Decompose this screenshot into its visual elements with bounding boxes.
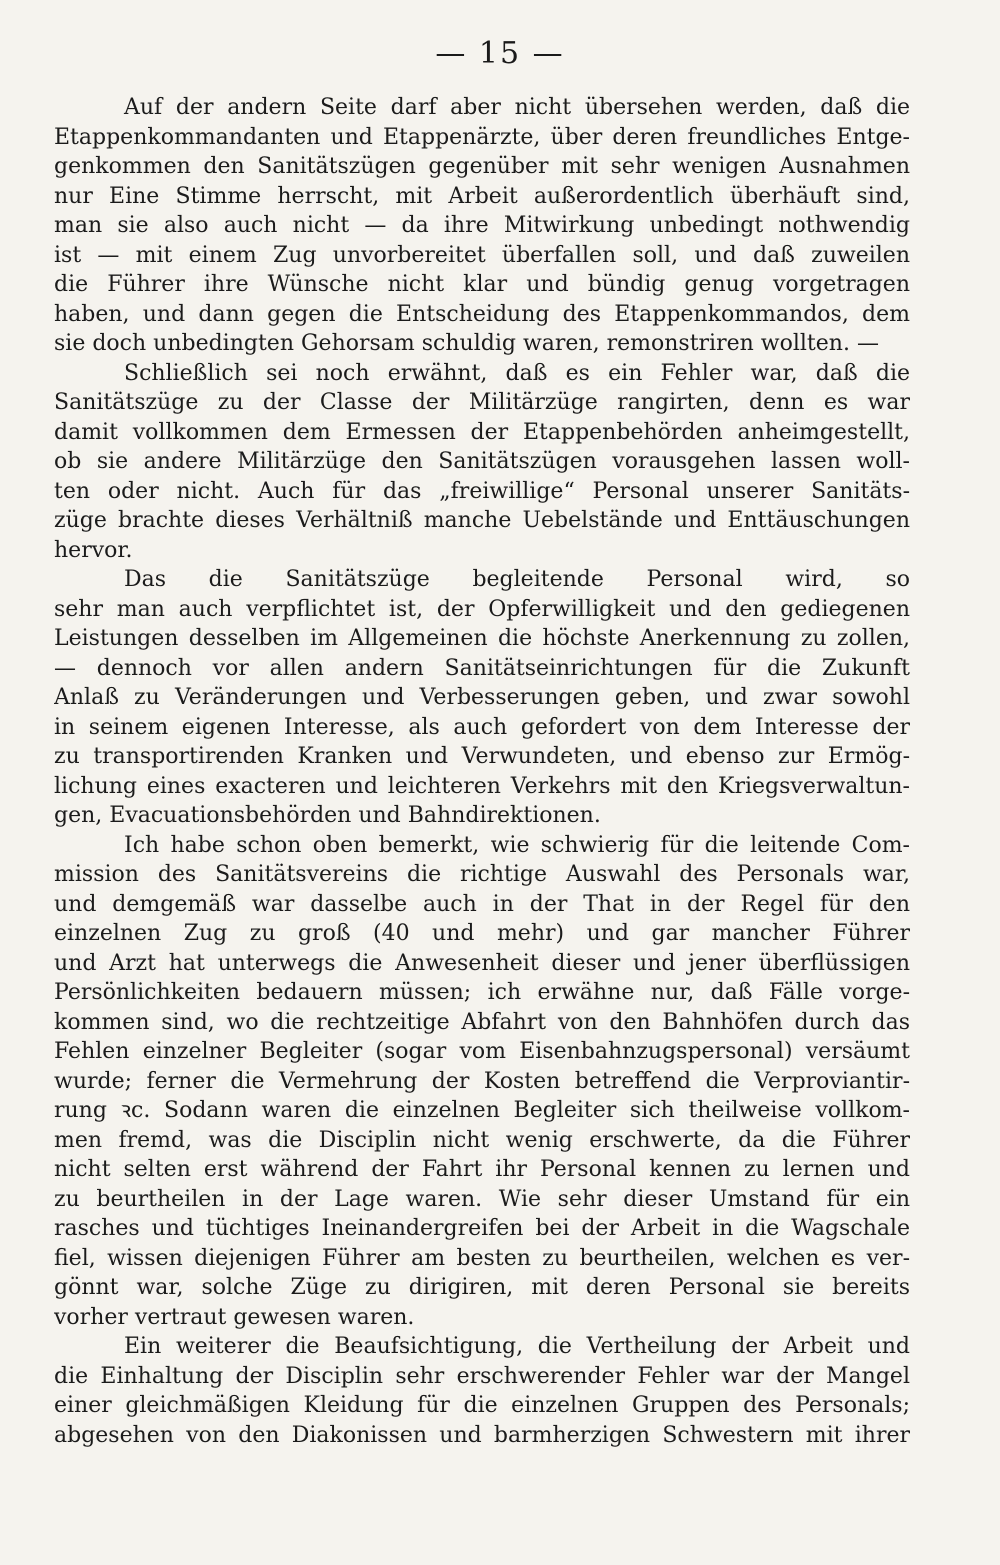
text-line: fiel, wissen diejenigen Führer am besten zu beurtheilen, welchen es ver-: [54, 1245, 910, 1271]
text-line: die Einhaltung der Disciplin sehr erschwerender Fehler war der Mangel: [54, 1363, 910, 1389]
text-line: damit vollkommen dem Ermessen der Etappenbehörden anheimgestellt,: [54, 419, 910, 445]
text-line: Ein weiterer die Beaufsichtigung, die Vertheilung der Arbeit und: [124, 1334, 910, 1359]
text-line: in seinem eigenen Interesse, als auch gefordert von dem Interesse der: [54, 714, 910, 740]
text-line: Anlaß zu Veränderungen und Verbesserungen geben, und zwar sowohl: [54, 685, 910, 710]
text-line: haben, und dann gegen die Entscheidung des Etappenkommandos, dem: [54, 301, 910, 327]
page-number: — 15 —: [435, 36, 565, 71]
text-line: sehr man auch verpflichtet ist, der Opferwilligkeit und den gediegenen: [54, 596, 910, 622]
text-line: Ich habe schon oben bemerkt, wie schwierig für die leitende Com-: [124, 832, 910, 858]
text-line: rasches und tüchtiges Ineinandergreifen bei der Arbeit in die Wagschale: [54, 1216, 910, 1241]
text-line: Auf der andern Seite darf aber nicht übersehen werden, daß die: [124, 95, 910, 120]
text-line: vorher vertraut gewesen waren.: [54, 1304, 415, 1330]
text-line: nicht selten erst während der Fahrt ihr Personal kennen zu lernen und: [54, 1157, 910, 1182]
text-line: einer gleichmäßigen Kleidung für die einzelnen Gruppen des Personals;: [54, 1393, 910, 1418]
text-line: gen, Evacuationsbehörden und Bahndirektionen.: [54, 803, 601, 828]
text-line: men fremd, was die Disciplin nicht wenig erschwerte, da die Führer: [54, 1127, 910, 1153]
text-line: — dennoch vor allen andern Sanitätseinrichtungen für die Zukunft: [54, 655, 910, 681]
text-line: rung ꝛc. Sodann waren die einzelnen Begleiter sich theilweise vollkom-: [54, 1098, 910, 1123]
text-line: ob sie andere Militärzüge den Sanitätszügen vorausgehen lassen woll-: [54, 449, 910, 474]
text-line: ten oder nicht. Auch für das „freiwillige“ Personal unserer Sanitäts-: [54, 478, 910, 504]
text-line: nur Eine Stimme herrscht, mit Arbeit außerordentlich überhäuft sind,: [54, 183, 910, 209]
text-line: hervor.: [54, 537, 133, 563]
text-line: Persönlichkeiten bedauern müssen; ich erwähne nur, daß Fälle vorge-: [54, 980, 910, 1005]
text-line: zu beurtheilen in der Lage waren. Wie sehr dieser Umstand für ein: [54, 1186, 910, 1212]
text-line: mission des Sanitätsvereins die richtige Auswahl des Personals war,: [54, 862, 910, 887]
text-line: abgesehen von den Diakonissen und barmherzigen Schwestern mit ihrer: [54, 1422, 910, 1448]
text-line: und Arzt hat unterwegs die Anwesenheit dieser und jener überflüssigen: [54, 950, 910, 976]
text-line: sie doch unbedingten Gehorsam schuldig waren, remonstriren wollten. —: [54, 331, 879, 356]
text-line: einzelnen Zug zu groß (40 und mehr) und gar mancher Führer: [54, 921, 910, 946]
text-line: lichung eines exacteren und leichteren Verkehrs mit den Kriegsverwaltun-: [54, 773, 910, 799]
text-line: kommen sind, wo die rechtzeitige Abfahrt von den Bahnhöfen durch das: [54, 1009, 910, 1035]
text-line: Fehlen einzelner Begleiter (sogar vom Eisenbahnzugspersonal) versäumt: [54, 1039, 910, 1064]
text-line: die Führer ihre Wünsche nicht klar und bündig genug vorgetragen: [54, 272, 910, 297]
text-line: Schließlich sei noch erwähnt, daß es ein Fehler war, daß die: [124, 360, 910, 386]
text-line: und demgemäß war dasselbe auch in der That in der Regel für den: [54, 891, 910, 917]
text-line: man sie also auch nicht — da ihre Mitwirkung unbedingt nothwendig: [54, 213, 910, 238]
text-line: zu transportirenden Kranken und Verwundeten, und ebenso zur Ermög-: [54, 744, 910, 769]
text-line: ist — mit einem Zug unvorbereitet überfallen soll, und daß zuweilen: [54, 242, 910, 268]
text-line: züge brachte dieses Verhältniß manche Uebelstände und Enttäuschungen: [54, 508, 910, 533]
text-line: Etappenkommandanten und Etappenärzte, über deren freundliches Entge-: [54, 124, 910, 150]
text-line: gönnt war, solche Züge zu dirigiren, mit deren Personal sie bereits: [54, 1275, 910, 1300]
text-line: Das die Sanitätszüge begleitende Personal wird, so: [124, 567, 910, 592]
body-text: [54, 93, 910, 1450]
text-line: wurde; ferner die Vermehrung der Kosten betreffend die Verproviantir-: [54, 1068, 910, 1094]
text-line: Sanitätszüge zu der Classe der Militärzüge rangirten, denn es war: [54, 390, 910, 415]
text-line: genkommen den Sanitätszügen gegenüber mit sehr wenigen Ausnahmen: [54, 154, 910, 179]
text-line: Leistungen desselben im Allgemeinen die höchste Anerkennung zu zollen,: [54, 626, 910, 651]
